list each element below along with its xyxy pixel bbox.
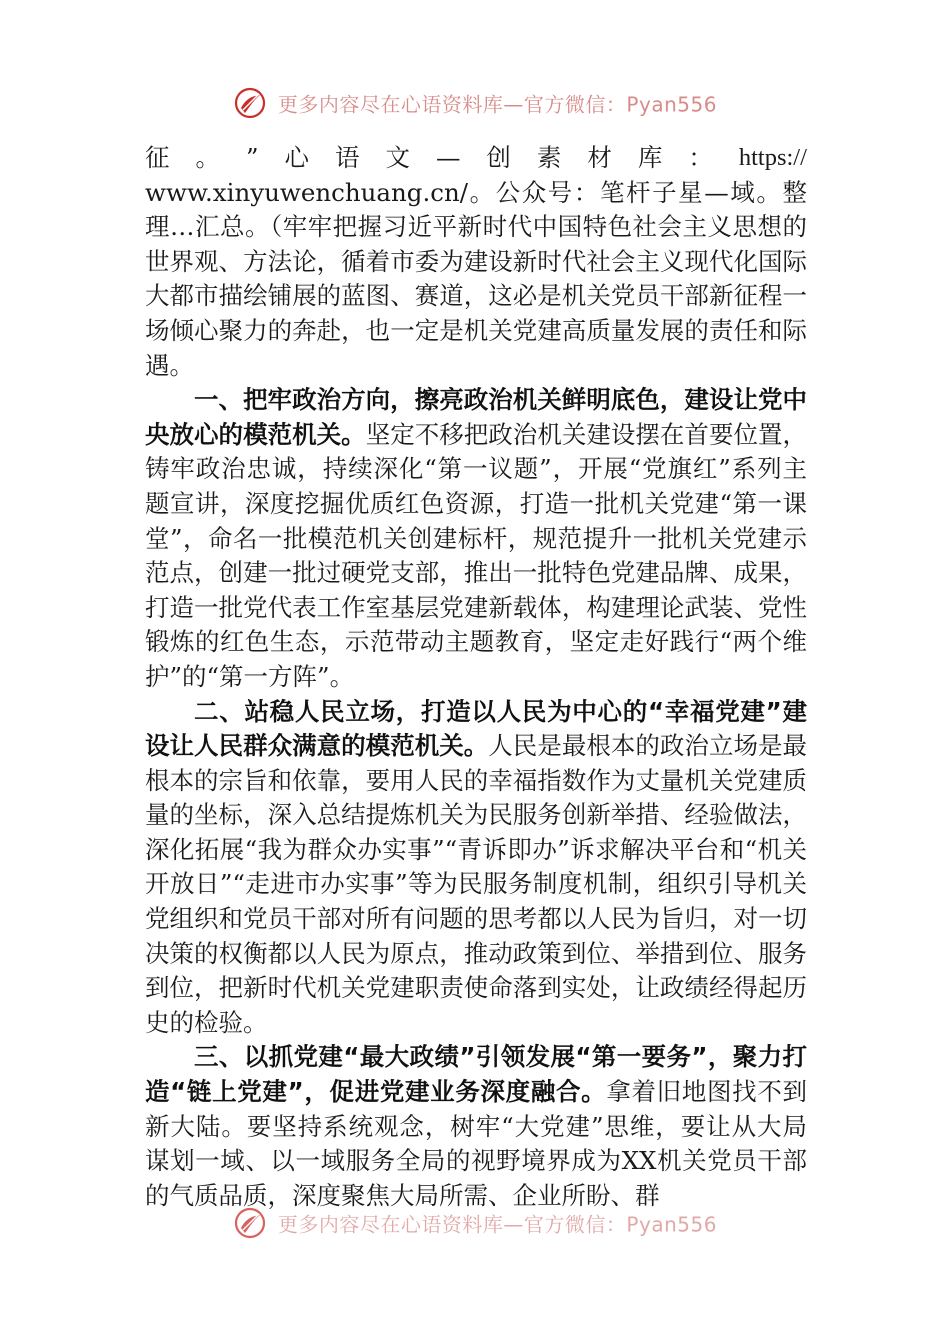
paragraph-1-body: 坚定不移把政治机关建设摆在首要位置，铸牢政治忠诚，持续深化“第一议题”，开展“党旗红”系列主题宣讲，深度挖掘优质红色资源，打造一批机关党建“第一课堂”，命名一批模范机关创建标杆，规范提升一批机关党建示范点，创建一批过硬党支部，推出一批特色党建品牌、成果，打造一批党代表工作室基层党建新载体，构建理论武装、党性锻炼的红色生态，示范带动主题教育，坚定走好践行“两个维护”的“第一方阵”。 — [145, 419, 807, 691]
watermark-logo-icon — [233, 86, 267, 120]
watermark-header — [0, 86, 950, 120]
char: 心 — [284, 143, 309, 172]
paragraph-0-rest: www.xinyuwenchuang.cn/。公众号：笔杆子星—域。整理…汇总。（牢牢把握习近平新时代中国特色社会主义思想的世界观、方法论，循着市委为建设新时代社会主义现代化国际大都市描绘铺展的蓝图、赛道，这必是机关党员干部新征程一场倾心聚力的奔赴，也一定是机关党建高质量发展的责任和际遇。 — [145, 177, 807, 380]
paragraph-3 — [145, 1040, 807, 1213]
paragraph-0 — [145, 141, 807, 383]
paragraph-2-body: 人民是最根本的政治立场是最根本的宗旨和依靠，要用人民的幸福指数作为丈量机关党建质量的坐标，深入总结提炼机关为民服务创新举措、经验做法，深化拓展“我为群众办实事”“青诉即办”诉求解决平台和“机关开放日”“走进市办实事”等为民服务制度机制，组织引导机关党组织和党员干部对所有问题的思考都以人民为旨归，对一切决策的权衡都以人民为原点，推动政策到位、举措到位、服务到位，把新时代机关党建职责使命落到实处，让政绩经得起历史的检验。 — [145, 731, 807, 1037]
char: ： — [688, 143, 713, 172]
paragraph-0-first-line — [145, 141, 807, 176]
watermark-footer — [0, 1206, 950, 1240]
url-fragment: https:// — [738, 144, 807, 171]
paragraph-1-heading: 一、把牢政治方向，擦亮政治机关鲜明底色，建设让党中央放心的模范机关。 — [145, 385, 807, 449]
paragraph-1 — [145, 383, 807, 694]
paragraph-3-body: 拿着旧地图找不到新大陆。要坚持系统观念，树牢“大党建”思维，要让从大局谋划一域、以一域服务全局的视野境界成为XX机关党员干部的气质品质，深度聚焦大局所需、企业所盼、群 — [145, 1077, 807, 1210]
char: — — [435, 143, 461, 172]
char: 语 — [334, 143, 360, 172]
paragraph-2 — [145, 695, 807, 1041]
watermark-logo-icon — [233, 1206, 267, 1240]
watermark-text: 更多内容尽在心语资料库—官方微信：Pyan556 — [277, 92, 717, 117]
paragraph-2-heading: 二、站稳人民立场，打造以人民为中心的“幸福党建”建设让人民群众满意的模范机关。 — [145, 696, 807, 761]
char: 材 — [587, 143, 612, 172]
paragraph-3-heading: 三、以抓党建“最大政绩”引领发展“第一要务”，聚力打造“链上党建”，促进党建业务深度融合。 — [145, 1042, 807, 1107]
char: 文 — [385, 143, 410, 172]
char: ” — [245, 143, 259, 172]
char: 库 — [637, 143, 663, 172]
char: 素 — [536, 143, 562, 172]
char: 征 — [145, 143, 170, 172]
char: 。 — [195, 143, 220, 172]
watermark-text: 更多内容尽在心语资料库—官方微信：Pyan556 — [277, 1212, 717, 1237]
document-body — [145, 141, 807, 1219]
char: 创 — [486, 143, 511, 172]
